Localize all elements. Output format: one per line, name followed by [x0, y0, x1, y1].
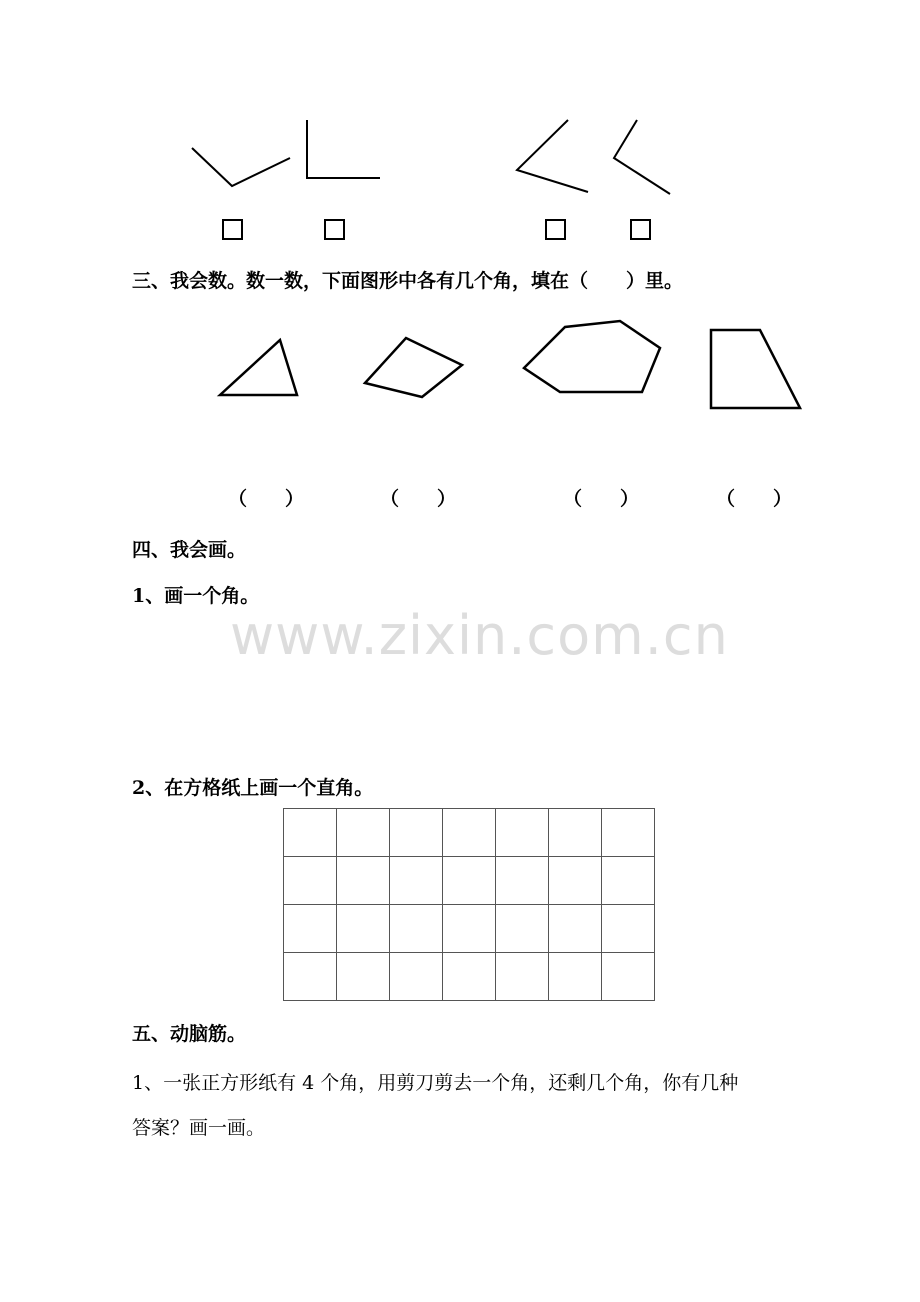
- grid-row: [284, 953, 655, 1001]
- grid-cell[interactable]: [443, 809, 496, 857]
- grid-cell[interactable]: [496, 809, 549, 857]
- angle-figure-3: [517, 120, 588, 192]
- answer-checkbox-4[interactable]: [630, 219, 651, 240]
- grid-cell[interactable]: [602, 953, 655, 1001]
- grid-cell[interactable]: [549, 809, 602, 857]
- grid-cell[interactable]: [390, 857, 443, 905]
- grid-cell[interactable]: [602, 857, 655, 905]
- grid-cell[interactable]: [496, 905, 549, 953]
- grid-cell[interactable]: [390, 953, 443, 1001]
- grid-cell[interactable]: [284, 809, 337, 857]
- watermark: www.zixin.com.cn: [230, 604, 729, 667]
- angle-figures: [0, 0, 920, 260]
- answer-blank-2[interactable]: （ ）: [380, 488, 457, 510]
- grid-cell[interactable]: [284, 857, 337, 905]
- grid-cell[interactable]: [284, 905, 337, 953]
- grid-cell[interactable]: [443, 905, 496, 953]
- section5-question-1-line2: 答案？画一画。: [132, 1117, 266, 1139]
- grid-cell[interactable]: [337, 905, 390, 953]
- grid-paper[interactable]: [283, 808, 655, 1001]
- section4-question-1: 1、画一个角。: [132, 585, 260, 607]
- section3-title: 三、我会数。数一数，下面图形中各有几个角，填在（ ）里。: [132, 270, 684, 292]
- grid-cell[interactable]: [443, 953, 496, 1001]
- angle-figure-4: [614, 120, 670, 194]
- grid-cell[interactable]: [602, 809, 655, 857]
- grid-cell[interactable]: [496, 953, 549, 1001]
- grid-row: [284, 809, 655, 857]
- answer-blank-1[interactable]: （ ）: [228, 488, 305, 510]
- grid-cell[interactable]: [549, 857, 602, 905]
- section5-question-1-line1: 1、一张正方形纸有 4 个角，用剪刀剪去一个角，还剩几个角，你有几种: [132, 1072, 739, 1094]
- polygon-figures: [0, 300, 920, 430]
- grid-row: [284, 857, 655, 905]
- section4-title: 四、我会画。: [132, 539, 247, 561]
- grid-cell[interactable]: [443, 857, 496, 905]
- angle-figure-1: [192, 148, 290, 186]
- grid-row: [284, 905, 655, 953]
- answer-checkbox-3[interactable]: [545, 219, 566, 240]
- grid-cell[interactable]: [390, 905, 443, 953]
- grid-cell[interactable]: [284, 953, 337, 1001]
- section5-title: 五、动脑筋。: [132, 1023, 247, 1045]
- pentagon-shape: [524, 321, 660, 392]
- grid-cell[interactable]: [390, 809, 443, 857]
- answer-checkbox-1[interactable]: [222, 219, 243, 240]
- grid-cell[interactable]: [337, 953, 390, 1001]
- answer-blank-4[interactable]: （ ）: [716, 488, 793, 510]
- grid-cell[interactable]: [549, 905, 602, 953]
- triangle-shape: [220, 340, 297, 395]
- quadrilateral-shape: [365, 338, 462, 397]
- answer-blank-3[interactable]: （ ）: [563, 488, 640, 510]
- grid-cell[interactable]: [337, 809, 390, 857]
- section4-question-2: 2、在方格纸上画一个直角。: [132, 777, 374, 799]
- answer-checkbox-2[interactable]: [324, 219, 345, 240]
- angle-figure-2: [307, 120, 380, 178]
- grid-cell[interactable]: [549, 953, 602, 1001]
- trapezoid-shape: [711, 330, 800, 408]
- grid-cell[interactable]: [337, 857, 390, 905]
- grid-cell[interactable]: [496, 857, 549, 905]
- grid-cell[interactable]: [602, 905, 655, 953]
